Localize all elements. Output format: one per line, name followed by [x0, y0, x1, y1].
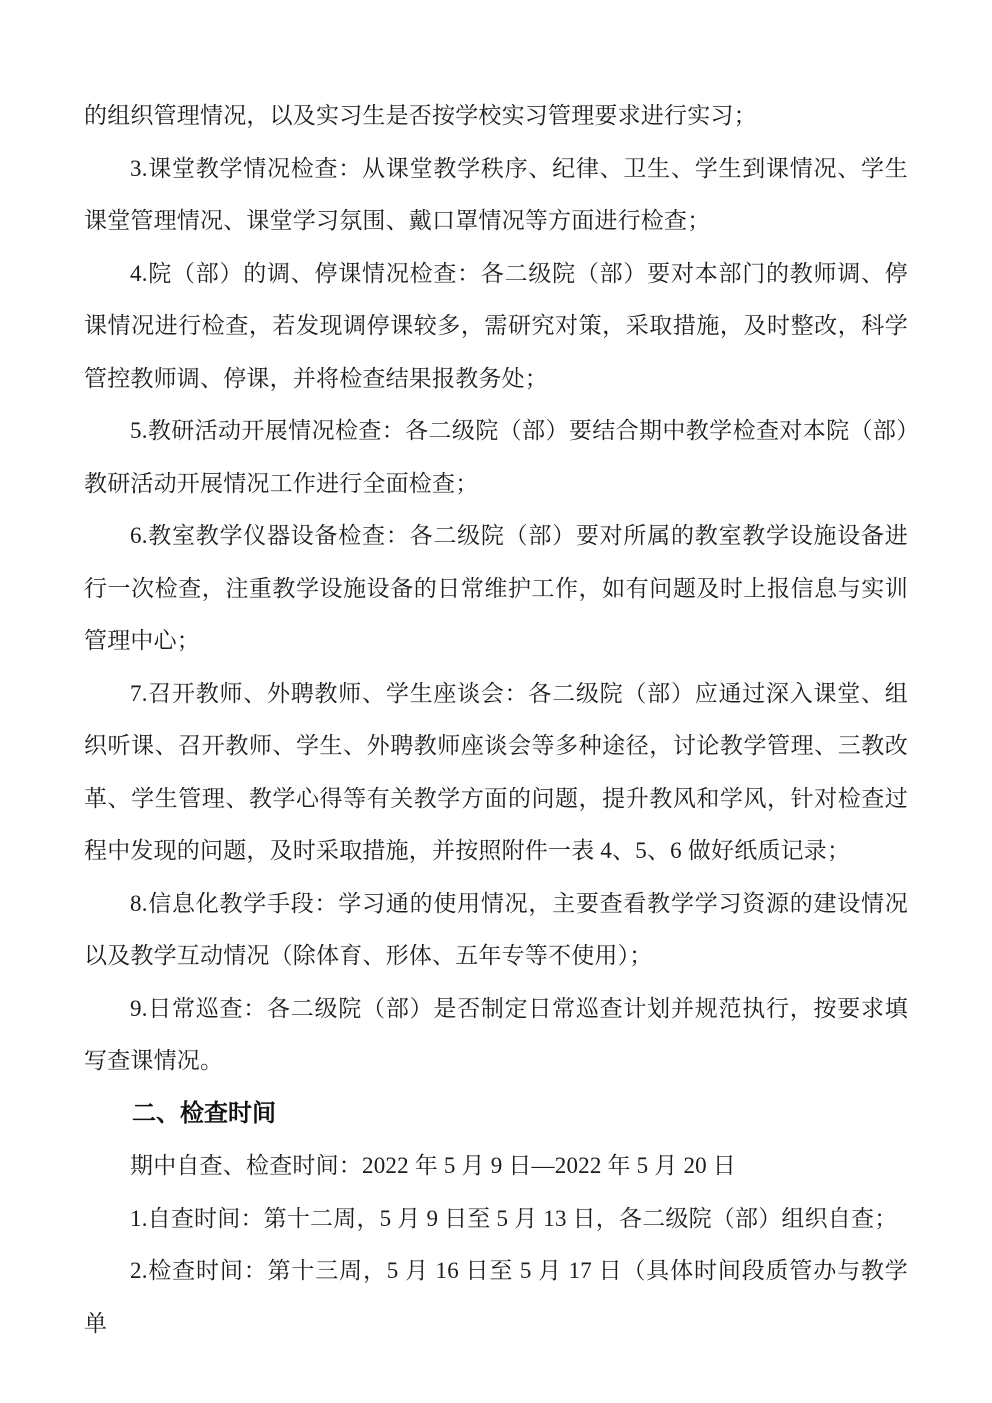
paragraph-item-4-class-adjustment: 4.院（部）的调、停课情况检查：各二级院（部）要对本部门的教师调、停课情况进行检查，若发现调停课较多，需研究对策，采取措施，及时整改，科学管控教师调、停课，并将检查结果报教务处；: [84, 260, 908, 391]
paragraph-item-9-daily-patrol: 9.日常巡查：各二级院（部）是否制定日常巡查计划并规范执行，按要求填写查课情况。: [84, 995, 908, 1073]
paragraph-item-5-teaching-research: 5.教研活动开展情况检查：各二级院（部）要结合期中教学检查对本院（部）教研活动开展情况工作进行全面检查；: [84, 418, 908, 496]
section-heading-inspection-time: 二、检查时间: [132, 1099, 276, 1127]
paragraph-item-7-symposium: 7.召开教师、外聘教师、学生座谈会：各二级院（部）应通过深入课堂、组织听课、召开教师、学生、外聘教师座谈会等多种途径，讨论教学管理、三教改革、学生管理、教学心得等有关教学方面的问题，提升教风和学风，针对检查过程中发现的问题，及时采取措施，并按照附件一表 4、5、6 做好纸质记录；: [84, 680, 908, 863]
paragraph-intro-continuation: 的组织管理情况，以及实习生是否按学校实习管理要求进行实习；: [84, 103, 757, 128]
paragraph-schedule-inspection: 2.检查时间：第十三周，5 月 16 日至 5 月 17 日（具体时间段质管办与教学单: [84, 1258, 908, 1336]
paragraph-schedule-overview: 期中自查、检查时间：2022 年 5 月 9 日—2022 年 5 月 20 日: [130, 1153, 736, 1178]
paragraph-item-8-informatization: 8.信息化教学手段：学习通的使用情况，主要查看教学学习资源的建设情况以及教学互动情况（除体育、形体、五年专等不使用）；: [84, 890, 908, 968]
paragraph-item-3-classroom-teaching: 3.课堂教学情况检查：从课堂教学秩序、纪律、卫生、学生到课情况、学生课堂管理情况、课堂学习氛围、戴口罩情况等方面进行检查；: [84, 155, 908, 233]
paragraph-item-6-equipment-check: 6.教室教学仪器设备检查：各二级院（部）要对所属的教室教学设施设备进行一次检查，注重教学设施设备的日常维护工作，如有问题及时上报信息与实训管理中心；: [84, 523, 908, 653]
paragraph-schedule-self-check: 1.自查时间：第十二周，5 月 9 日至 5 月 13 日，各二级院（部）组织自查；: [130, 1205, 898, 1231]
